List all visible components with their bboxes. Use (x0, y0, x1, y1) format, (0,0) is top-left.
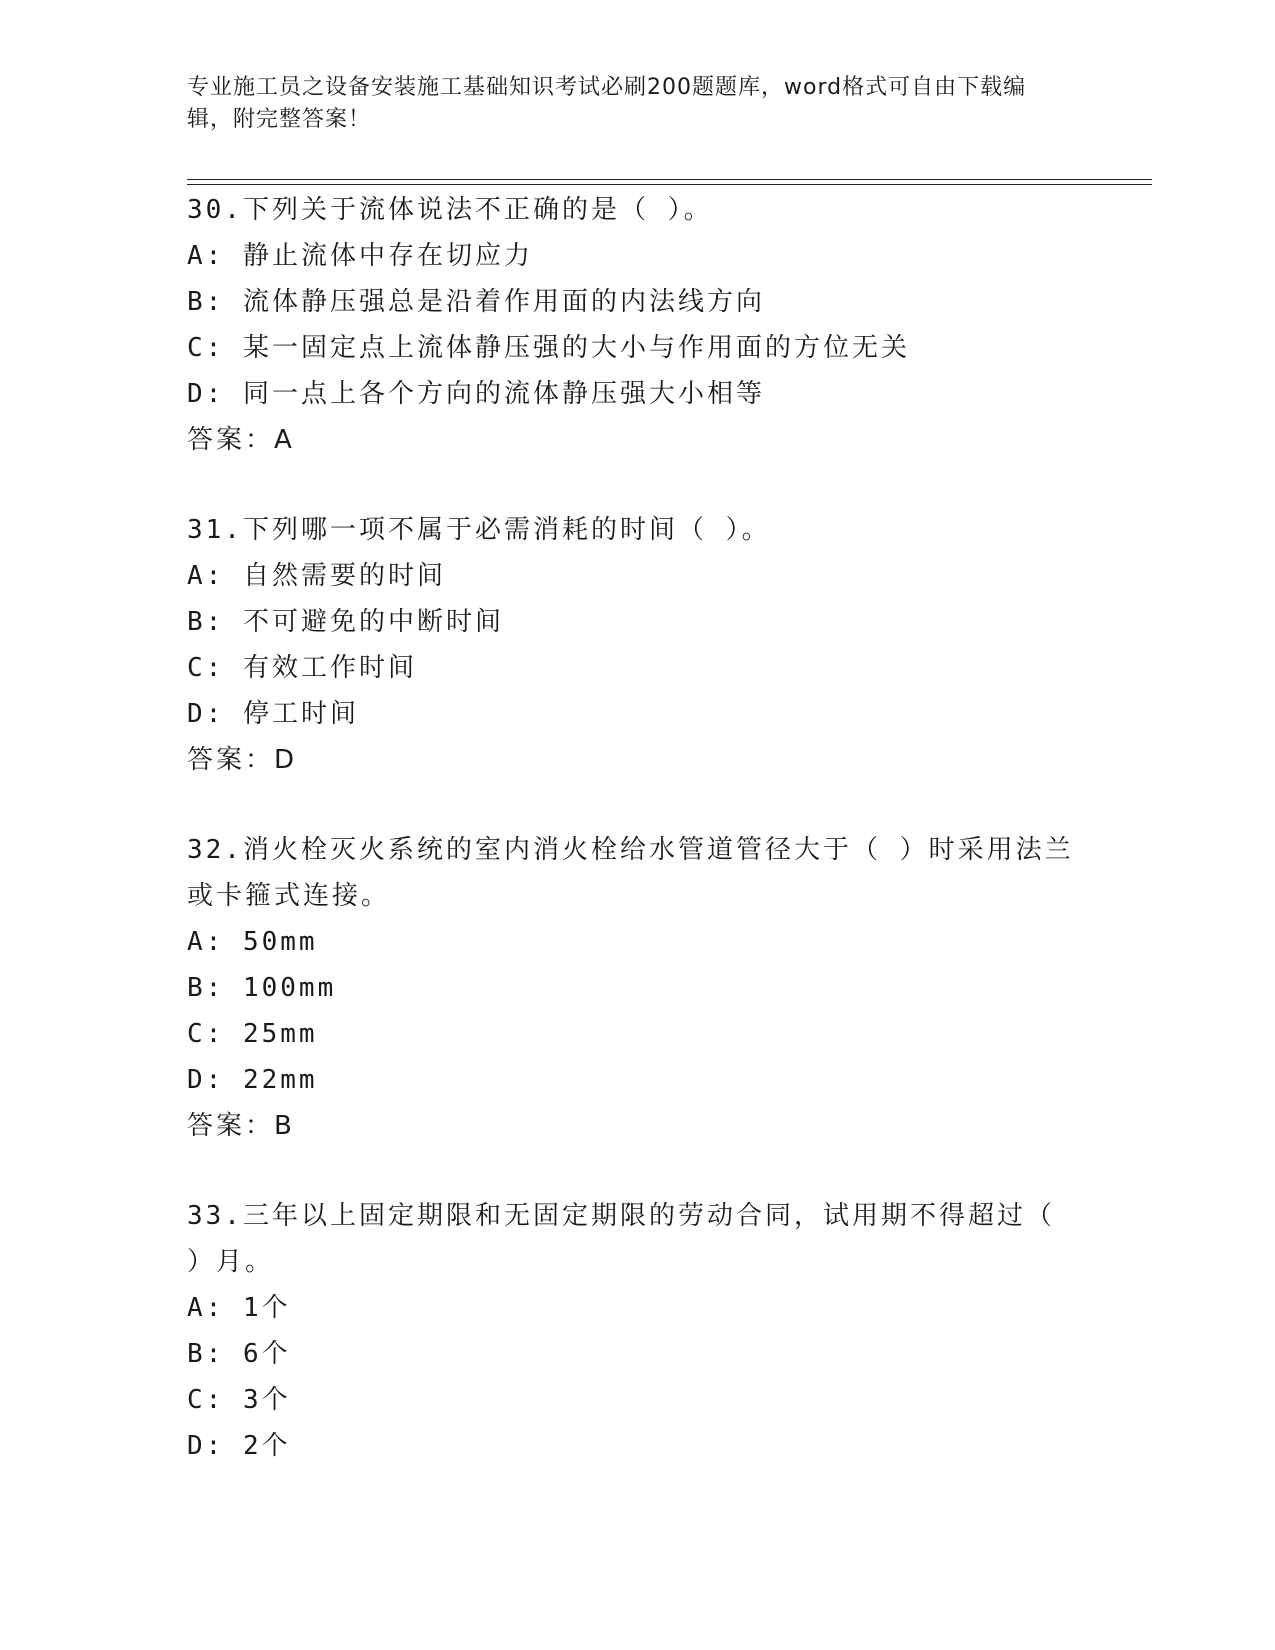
option-a: A: 1个 (187, 1293, 291, 1323)
question-item (187, 187, 1087, 463)
question-text: 31.下列哪一项不属于必需消耗的时间（ ）。 (187, 515, 771, 545)
option-d: D: 2个 (187, 1431, 291, 1461)
question-list (187, 187, 1087, 1469)
option-c: C: 25mm (187, 1019, 318, 1049)
option-c: C: 某一固定点上流体静压强的大小与作用面的方位无关 (187, 333, 910, 363)
answer-label: 答案：A (187, 425, 295, 455)
option-d: D: 22mm (187, 1065, 318, 1095)
option-c: C: 3个 (187, 1385, 291, 1415)
option-a: A: 50mm (187, 927, 318, 957)
option-a: A: 静止流体中存在切应力 (187, 241, 533, 271)
option-b: B: 流体静压强总是沿着作用面的内法线方向 (187, 287, 765, 317)
question-item (187, 827, 1087, 1149)
option-b: B: 不可避免的中断时间 (187, 607, 504, 637)
question-text: 30.下列关于流体说法不正确的是（ ）。 (187, 195, 713, 225)
option-b: B: 6个 (187, 1339, 291, 1369)
option-a: A: 自然需要的时间 (187, 561, 446, 591)
header-divider-top (187, 179, 1152, 180)
answer-label: 答案：D (187, 745, 298, 775)
option-d: D: 同一点上各个方向的流体静压强大小相等 (187, 379, 765, 409)
option-d: D: 停工时间 (187, 699, 359, 729)
answer-label: 答案：B (187, 1111, 295, 1141)
question-item (187, 507, 1087, 783)
question-item (187, 1193, 1087, 1469)
option-c: C: 有效工作时间 (187, 653, 417, 683)
question-text: 33.三年以上固定期限和无固定期限的劳动合同，试用期不得超过（ ）月。 (187, 1201, 1055, 1277)
option-b: B: 100mm (187, 973, 337, 1003)
header-divider-bottom (187, 184, 1152, 185)
document-header: 专业施工员之设备安装施工基础知识考试必刷200题题库，word格式可自由下载编辑，附完整答案！ (187, 75, 1027, 132)
question-text: 32.消火栓灭火系统的室内消火栓给水管道管径大于（ ）时采用法兰或卡箍式连接。 (187, 835, 1074, 911)
